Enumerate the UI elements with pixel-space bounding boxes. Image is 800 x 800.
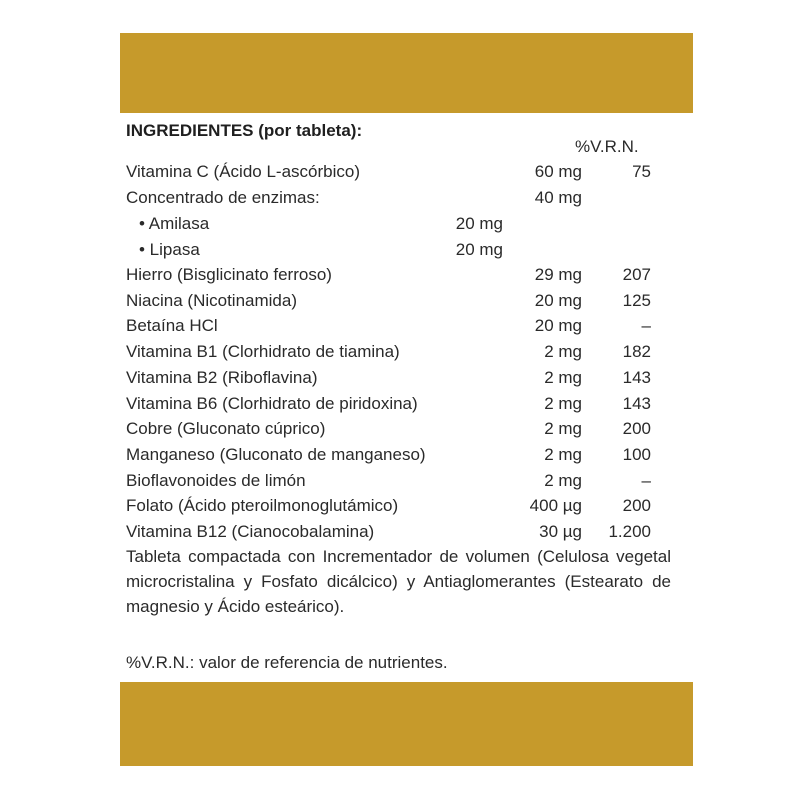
ingredient-vrn: – [641, 316, 651, 335]
ingredient-amount: 40 mg [534, 188, 582, 207]
ingredient-name: Vitamina B1 (Clorhidrato de tiamina) [126, 342, 400, 361]
subingredient-name: • Amilasa [139, 214, 210, 233]
ingredient-name: Manganeso (Gluconato de manganeso) [126, 445, 426, 464]
ingredient-amount: 2 mg [544, 368, 582, 387]
ingredients-panel [123, 113, 693, 682]
ingredient-amount: 2 mg [544, 342, 582, 361]
ingredient-row [123, 519, 693, 544]
ingredient-name: Vitamina B6 (Clorhidrato de piridoxina) [126, 394, 418, 413]
ingredient-row [123, 416, 693, 441]
ingredient-amount: 20 mg [534, 291, 582, 310]
ingredient-amount: 2 mg [544, 394, 582, 413]
ingredient-row [123, 288, 693, 313]
ingredient-name: Niacina (Nicotinamida) [126, 291, 298, 310]
ingredient-row [123, 365, 693, 390]
ingredient-row [123, 185, 693, 210]
ingredient-vrn: 200 [622, 496, 651, 515]
top-color-band [120, 33, 693, 113]
ingredient-row [123, 339, 693, 364]
ingredient-name: Vitamina B12 (Cianocobalamina) [126, 522, 375, 541]
ingredient-amount: 2 mg [544, 471, 582, 490]
ingredient-vrn: 143 [622, 368, 651, 387]
vrn-column-header: %V.R.N. [575, 137, 639, 156]
ingredient-name: Folato (Ácido pteroilmonoglutámico) [126, 496, 399, 515]
ingredient-row [123, 313, 693, 338]
ingredients-heading: INGREDIENTES (por tableta): [126, 121, 363, 140]
ingredient-row [123, 391, 693, 416]
ingredient-name: Betaína HCl [126, 316, 218, 335]
ingredient-name: Cobre (Gluconato cúprico) [126, 419, 326, 438]
ingredient-vrn: 125 [622, 291, 651, 310]
ingredient-vrn: 143 [622, 394, 651, 413]
ingredient-name: Vitamina B2 (Riboflavina) [126, 368, 318, 387]
bottom-color-band [120, 682, 693, 766]
ingredient-row [123, 493, 693, 518]
subingredient-amount: 20 mg [455, 240, 503, 259]
ingredient-name: Concentrado de enzimas: [126, 188, 320, 207]
ingredient-row [123, 442, 693, 467]
ingredient-amount: 400 µg [529, 496, 582, 515]
subingredient-amount: 20 mg [455, 214, 503, 233]
ingredient-amount: 29 mg [534, 265, 582, 284]
ingredient-vrn: 200 [622, 419, 651, 438]
ingredient-subrow [123, 237, 693, 262]
ingredient-subrow [123, 211, 693, 236]
ingredient-row [123, 468, 693, 493]
excipients-note: Tableta compactada con Incrementador de volumen (Celulosa vegetal microcristalina y Fosfato dicálcico) y Antiaglomerantes (Estearato de magnesio y Ácido esteárico). [126, 547, 671, 616]
ingredient-vrn: 100 [622, 445, 651, 464]
ingredient-row [123, 262, 693, 287]
ingredient-vrn: 1.200 [608, 522, 651, 541]
ingredient-amount: 2 mg [544, 445, 582, 464]
ingredient-vrn: 75 [632, 162, 651, 181]
ingredient-vrn: – [641, 471, 651, 490]
ingredient-amount: 60 mg [534, 162, 582, 181]
ingredient-amount: 30 µg [539, 522, 582, 541]
ingredient-amount: 2 mg [544, 419, 582, 438]
ingredient-amount: 20 mg [534, 316, 582, 335]
subingredient-name: • Lipasa [139, 240, 200, 259]
ingredient-name: Vitamina C (Ácido L-ascórbico) [126, 162, 360, 181]
ingredient-name: Hierro (Bisglicinato ferroso) [126, 265, 332, 284]
ingredient-vrn: 207 [622, 265, 651, 284]
ingredient-vrn: 182 [622, 342, 651, 361]
vrn-footnote: %V.R.N.: valor de referencia de nutrientes. [126, 653, 448, 672]
ingredient-name: Bioflavonoides de limón [126, 471, 306, 490]
ingredient-row [123, 159, 693, 184]
